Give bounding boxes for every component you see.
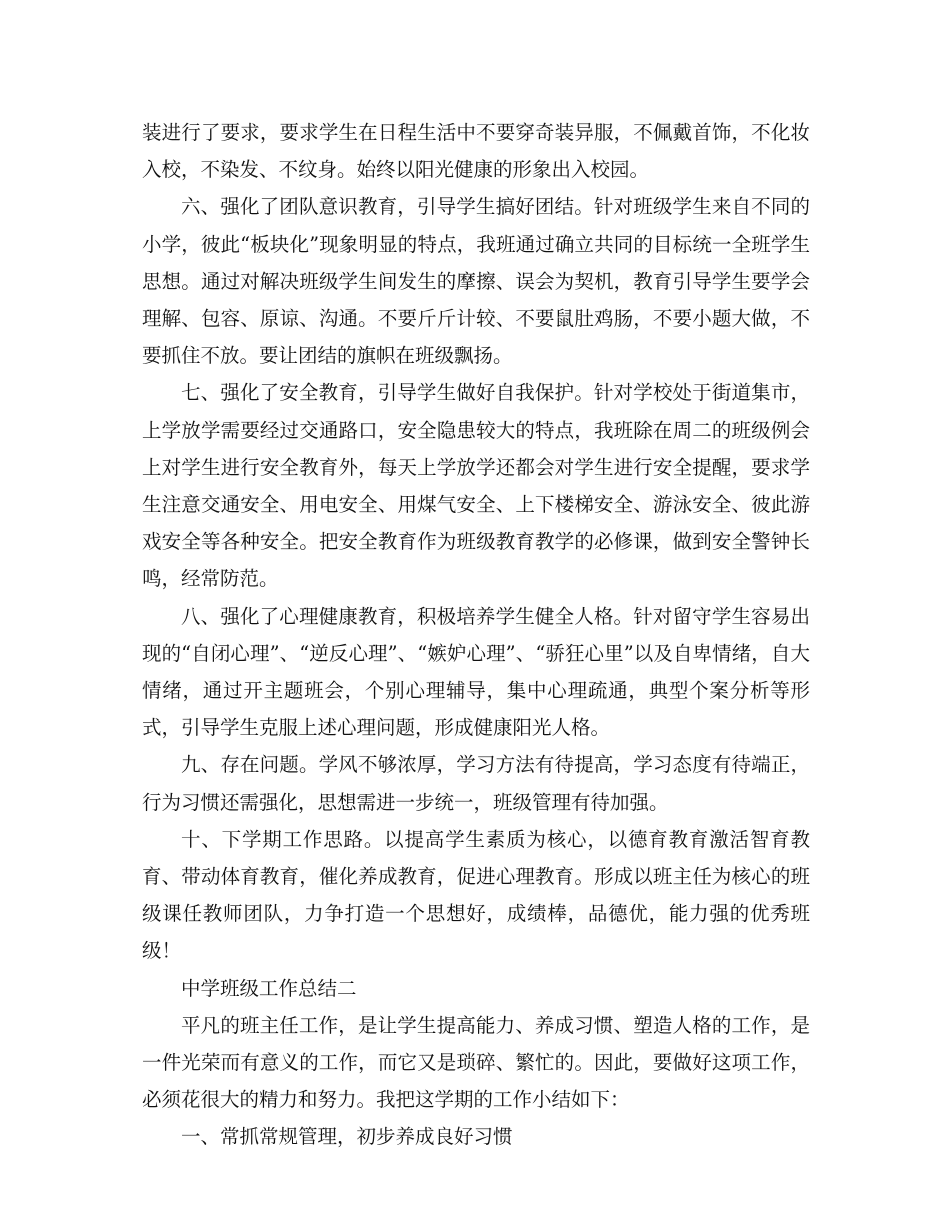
- paragraph-ten-next-term: 十、下学期工作思路。以提高学生素质为核心，以德育教育激活智育教育、带动体育教育，催化养成教育，促进心理教育。形成以班主任为核心的班级课任教师团队，力争打造一个思想好，成绩棒，品德优，能力强的优秀班级！: [142, 827, 810, 963]
- paragraph-intro-summary-two: 平凡的班主任工作，是让学生提高能力、养成习惯、塑造人格的工作，是一件光荣而有意义的工作，而它又是琐碎、繁忙的。因此，要做好这项工作，必须花很大的精力和努力。我把这学期的工作小结如下：: [142, 1013, 810, 1112]
- section-title-summary-two: 中学班级工作总结二: [181, 976, 357, 1000]
- subheading-routine-management: 一、常抓常规管理，初步养成良好习惯: [181, 1125, 513, 1149]
- paragraph-dress-code-continued: 装进行了要求，要求学生在日程生活中不要穿奇装异服，不佩戴首饰，不化妆入校，不染发、不纹身。始终以阳光健康的形象出入校园。: [142, 121, 810, 182]
- paragraph-nine-problems: 九、存在问题。学风不够浓厚，学习方法有待提高，学习态度有待端正，行为习惯还需强化，思想需进一步统一，班级管理有待加强。: [142, 753, 810, 814]
- paragraph-six-team-awareness: 六、强化了团队意识教育，引导学生搞好团结。针对班级学生来自不同的小学，彼此“板块化”现象明显的特点，我班通过确立共同的目标统一全班学生思想。通过对解决班级学生间发生的摩擦、误会为契机，教育引导学生要学会理解、包容、原谅、沟通。不要斤斤计较、不要鼠肚鸡肠，不要小题大做，不要抓住不放。要让团结的旗帜在班级飘扬。: [142, 195, 810, 368]
- paragraph-eight-mental-health: 八、强化了心理健康教育，积极培养学生健全人格。针对留守学生容易出现的“自闭心理”、“逆反心理”、“嫉妒心理”、“骄狂心里”以及自卑情绪，自大情绪，通过开主题班会，个别心理辅导，集中心理疏通，典型个案分析等形式，引导学生克服上述心理问题，形成健康阳光人格。: [142, 604, 810, 740]
- paragraph-seven-safety-education: 七、强化了安全教育，引导学生做好自我保护。针对学校处于街道集市，上学放学需要经过交通路口，安全隐患较大的特点，我班除在周二的班级例会上对学生进行安全教育外，每天上学放学还都会对学生进行安全提醒，要求学生注意交通安全、用电安全、用煤气安全、上下楼梯安全、游泳安全、彼此游戏安全等各种安全。把安全教育作为班级教育教学的必修课，做到安全警钟长鸣，经常防范。: [142, 381, 810, 591]
- document-body: [142, 114, 810, 1156]
